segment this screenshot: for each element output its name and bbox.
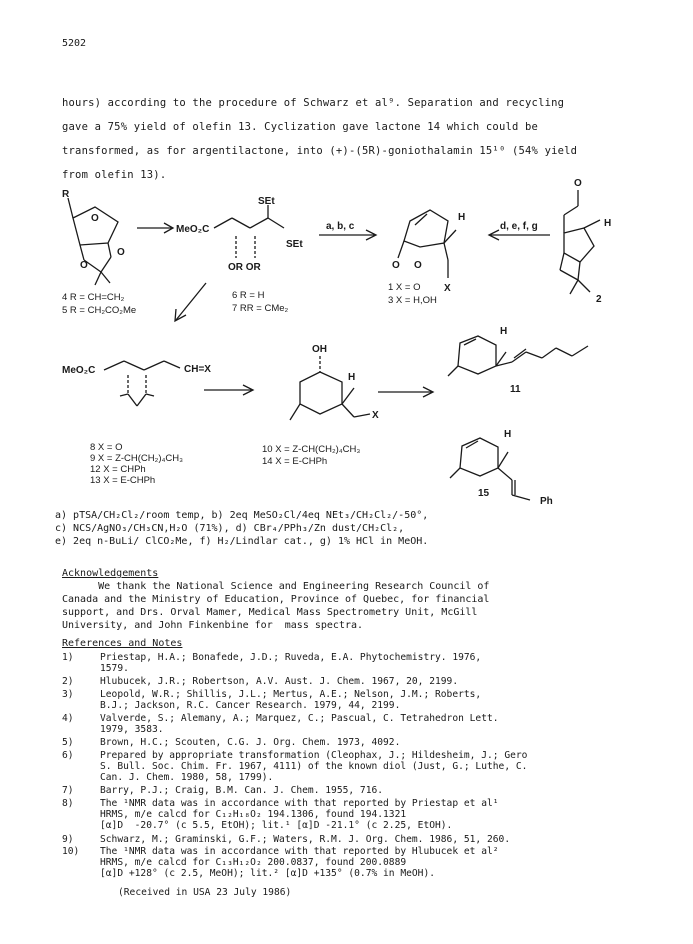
conditions-line-2: c) NCS/AgNO₃/CH₃CN,H₂O (71%), d) CBr₄/PPh₃/Zn dust/CH₂Cl₂, [55, 523, 405, 534]
ack-line-2: Canada and the Ministry of Education, Province of Quebec, for financial [62, 594, 490, 605]
label-ring-o3: O [80, 260, 88, 271]
label-oh: OH [312, 344, 327, 355]
label-r: R [62, 189, 70, 200]
ref-10-line-3: [α]D +128° (c 2.5, MeOH); lit.² [α]D +135° (0.7% in MeOH). [100, 868, 436, 879]
def-10: 10 X = Z-CH(CH₂)₄CH₃ [262, 444, 361, 455]
label-or-or: OR OR [228, 262, 261, 273]
label-ph: Ph [540, 496, 553, 507]
paragraph-line-2: gave a 75% yield of olefin 13. Cyclization gave lactone 14 which could be [62, 121, 539, 133]
ref-num-3: 3) [62, 689, 74, 700]
ref-8-line-2: HRMS, m/e calcd for C₁₂H₁₈O₂ 194.1306, found 194.1321 [100, 809, 407, 820]
paragraph-line-3: transformed, as for argentilactone, into (+)-(5R)-goniothalamin 15¹⁰ (54% yield [62, 145, 578, 157]
label-h-4: H [500, 326, 508, 337]
ref-6-line-1: Prepared by appropriate transformation (Cleophax, J.; Hildesheim, J.; Gero [100, 750, 528, 761]
def-9: 9 X = Z-CH(CH₂)₄CH₃ [90, 453, 183, 464]
def-6: 6 R = H [232, 290, 265, 301]
ref-7-line-1: Barry, P.J.; Craig, B.M. Can. J. Chem. 1955, 716. [100, 785, 384, 796]
label-compound-15: 15 [478, 488, 490, 499]
label-ch-x: CH=X [184, 364, 211, 375]
ref-6-line-2: S. Bull. Soc. Chim. Fr. 1967, 4111) of the known diol (Just, G.; Luthe, C. [100, 761, 528, 772]
ref-num-10: 10) [62, 846, 80, 857]
ack-line-3: support, and Drs. Orval Mamer, Medical Mass Spectrometry Unit, McGill [62, 607, 478, 618]
ref-num-9: 9) [62, 834, 74, 845]
conditions-line-3: e) 2eq n-BuLi/ ClCO₂Me, f) H₂/Lindlar cat., g) 1% HCl in MeOH. [55, 536, 429, 547]
ref-6-line-3: Can. J. Chem. 1980, 58, 1799). [100, 772, 274, 783]
paragraph-line-4: from olefin 13). [62, 169, 167, 181]
label-reagents-abc: a, b, c [326, 221, 355, 232]
paragraph-line-1: hours) according to the procedure of Schwarz et al⁹. Separation and recycling [62, 97, 565, 109]
ref-5-line-1: Brown, H.C.; Scouten, C.G. J. Org. Chem. 1973, 4092. [100, 737, 401, 748]
def-4: 4 R = CH=CH₂ [62, 292, 125, 303]
ref-3-line-2: B.J.; Jackson, R.C. Cancer Research. 1979, 44, 2199. [100, 700, 401, 711]
label-lactone-o2: O [414, 260, 422, 271]
def-5: 5 R = CH₂CO₂Me [62, 305, 137, 316]
ref-4-line-2: 1979, 3583. [100, 724, 164, 735]
ack-line-1: We thank the National Science and Engineering Research Council of [62, 581, 490, 592]
def-7: 7 RR = CMe₂ [232, 303, 289, 314]
def-14: 14 X = E-CHPh [262, 456, 328, 467]
def-8: 8 X = O [90, 442, 123, 453]
references-heading: References and Notes [62, 638, 183, 649]
label-h-5: H [504, 429, 512, 440]
label-h-1: H [458, 212, 466, 223]
label-reagents-defg: d, e, f, g [500, 221, 538, 232]
page-number: 5202 [62, 38, 87, 49]
ref-3-line-1: Leopold, W.R.; Shillis, J.L.; Mertus, A.E.; Nelson, J.M.; Roberts, [100, 689, 482, 700]
label-meo2c-1: MeO₂C [176, 224, 210, 235]
acknowledgements-heading: Acknowledgements [62, 568, 159, 579]
ack-line-4: University, and John Finkenbine for mass spectra. [62, 620, 364, 631]
label-x-1: X [444, 283, 451, 294]
label-compound-11: 11 [510, 384, 521, 395]
label-ring-o: O [91, 213, 99, 224]
ref-1-line-1: Priestap, H.A.; Bonafede, J.D.; Ruveda, E.A. Phytochemistry. 1976, [100, 652, 482, 663]
def-1: 1 X = O [388, 282, 421, 293]
def-13: 13 X = E-CHPh [90, 475, 156, 486]
label-ring-o2: O [117, 247, 125, 258]
ref-4-line-1: Valverde, S.; Alemany, A.; Marquez, C.; Pascual, C. Tetrahedron Lett. [100, 713, 499, 724]
ref-num-5: 5) [62, 737, 74, 748]
label-compound-2: 2 [596, 294, 602, 305]
ref-1-line-2: 1579. [100, 663, 129, 674]
label-h-2: H [604, 218, 612, 229]
ref-num-4: 4) [62, 713, 74, 724]
ref-num-2: 2) [62, 676, 74, 687]
label-lactone-o1: O [392, 260, 400, 271]
ref-num-7: 7) [62, 785, 74, 796]
ref-num-6: 6) [62, 750, 74, 761]
ref-2-line-1: Hlubucek, J.R.; Robertson, A.V. Aust. J. Chem. 1967, 20, 2199. [100, 676, 459, 687]
label-h-3: H [348, 372, 356, 383]
def-12: 12 X = CHPh [90, 464, 146, 475]
label-set-1: SEt [258, 196, 275, 207]
label-aldehyde-o: O [574, 178, 582, 189]
label-meo2c-2: MeO₂C [62, 365, 96, 376]
ref-10-line-1: The ¹NMR data was in accordance with that reported by Hlubucek et al² [100, 846, 499, 857]
ref-10-line-2: HRMS, m/e calcd for C₁₃H₁₂O₂ 200.0837, found 200.0889 [100, 857, 407, 868]
ref-8-line-3: [α]D -20.7° (c 5.5, EtOH); lit.¹ [α]D -21.1° (c 2.25, EtOH). [100, 820, 453, 831]
ref-num-8: 8) [62, 798, 74, 809]
ref-8-line-1: The ¹NMR data was in accordance with that reported by Priestap et al¹ [100, 798, 499, 809]
conditions-line-1: a) pTSA/CH₂Cl₂/room temp, b) 2eq MeSO₂Cl/4eq NEt₃/CH₂Cl₂/-50°, [55, 510, 429, 521]
ref-num-1: 1) [62, 652, 74, 663]
received-note: (Received in USA 23 July 1986) [118, 887, 292, 898]
label-set-2: SEt [286, 239, 303, 250]
def-3: 3 X = H,OH [388, 295, 437, 306]
ref-9-line-1: Schwarz, M.; Graminski, G.F.; Waters, R.M. J. Org. Chem. 1986, 51, 260. [100, 834, 511, 845]
label-x-2: X [372, 410, 379, 421]
